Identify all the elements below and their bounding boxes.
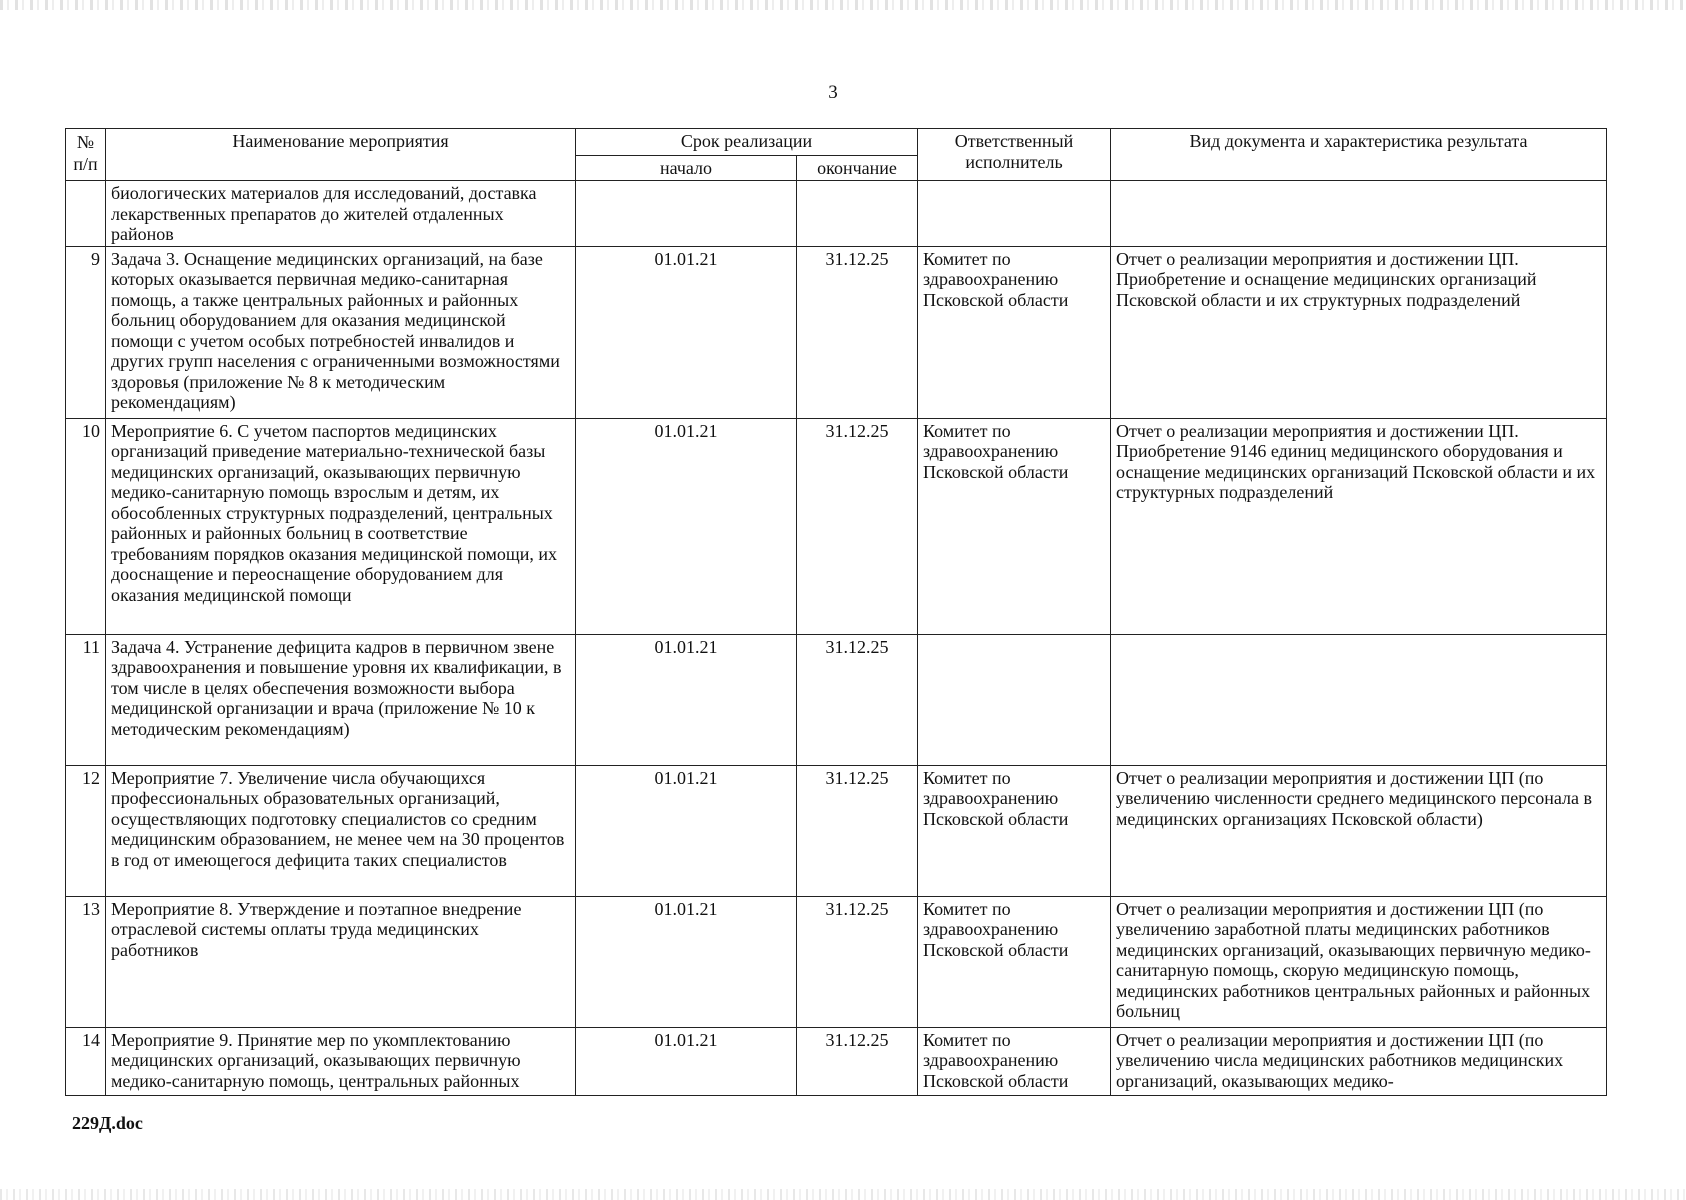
row-number xyxy=(66,181,106,247)
header-period: Срок реализации xyxy=(576,129,918,156)
row-activity-name: Мероприятие 6. С учетом паспортов медицинских организаций приведение материально-технической базы медицинских организаций, оказывающих первичную медико-санитарную помощь взрослым и детям, их обособленных структурных подразделений, центральных районных и районных больниц в соответствие требованиям порядков оказания медицинской помощи, их дооснащение и переоснащение оборудованием для оказания медицинской помощи xyxy=(106,418,576,634)
scan-edge-top xyxy=(0,0,1686,10)
row-end-date: 31.12.25 xyxy=(797,634,918,765)
row-activity-name: Задача 4. Устранение дефицита кадров в первичном звене здравоохранения и повышение уровня их квалификации, в том числе в целях обеспечения возможности выбора медицинской организации и врача (приложение № 10 к методическим рекомендациям) xyxy=(106,634,576,765)
row-activity-name: биологических материалов для исследований, доставка лекарственных препаратов до жителей отдаленных районов xyxy=(106,181,576,247)
row-start-date: 01.01.21 xyxy=(576,1027,797,1095)
header-executor: Ответственный исполнитель xyxy=(918,129,1111,181)
header-result: Вид документа и характеристика результата xyxy=(1111,129,1607,181)
row-executor: Комитет по здравоохранению Псковской области xyxy=(918,418,1111,634)
table-row xyxy=(66,418,1607,634)
row-number: 13 xyxy=(66,896,106,1027)
row-end-date: 31.12.25 xyxy=(797,246,918,418)
row-result: Отчет о реализации мероприятия и достижении ЦП. Приобретение 9146 единиц медицинского оборудования и оснащение медицинских организаций Псковской области и их структурных подразделений xyxy=(1111,418,1607,634)
row-number: 9 xyxy=(66,246,106,418)
row-activity-name: Задача 3. Оснащение медицинских организаций, на базе которых оказывается первичная медико-санитарная помощь, а также центральных районных и районных больниц оборудованием для оказания медицинской помощи с учетом особых потребностей инвалидов и других групп населения с ограниченными возможностями здоровья (приложение № 8 к методическим рекомендациям) xyxy=(106,246,576,418)
document-filename: 229Д.doc xyxy=(72,1113,143,1133)
row-number: 14 xyxy=(66,1027,106,1095)
row-end-date xyxy=(797,181,918,247)
table-row xyxy=(66,634,1607,765)
activities-table xyxy=(65,128,1607,1096)
scan-edge-bottom xyxy=(0,1189,1686,1200)
row-executor: Комитет по здравоохранению Псковской области xyxy=(918,1027,1111,1095)
row-end-date: 31.12.25 xyxy=(797,1027,918,1095)
row-number: 12 xyxy=(66,765,106,896)
header-name: Наименование мероприятия xyxy=(106,129,576,181)
row-start-date: 01.01.21 xyxy=(576,896,797,1027)
row-executor: Комитет по здравоохранению Псковской области xyxy=(918,896,1111,1027)
row-number: 10 xyxy=(66,418,106,634)
header-number: № п/п xyxy=(66,129,106,181)
row-start-date: 01.01.21 xyxy=(576,634,797,765)
row-executor: Комитет по здравоохранению Псковской области xyxy=(918,765,1111,896)
row-executor xyxy=(918,634,1111,765)
page-number: 3 xyxy=(828,82,838,103)
row-start-date: 01.01.21 xyxy=(576,246,797,418)
row-executor xyxy=(918,181,1111,247)
row-executor: Комитет по здравоохранению Псковской области xyxy=(918,246,1111,418)
table-row xyxy=(66,896,1607,1027)
row-result: Отчет о реализации мероприятия и достижении ЦП (по увеличению числа медицинских работников медицинских организаций, оказывающих медико- xyxy=(1111,1027,1607,1095)
row-start-date xyxy=(576,181,797,247)
row-end-date: 31.12.25 xyxy=(797,418,918,634)
row-activity-name: Мероприятие 7. Увеличение числа обучающихся профессиональных образовательных организаций, осуществляющих подготовку специалистов со средним медицинским образованием, не менее чем на 30 процентов в год от имеющегося дефицита таких специалистов xyxy=(106,765,576,896)
row-end-date: 31.12.25 xyxy=(797,896,918,1027)
row-activity-name: Мероприятие 9. Принятие мер по укомплектованию медицинских организаций, оказывающих первичную медико-санитарную помощь, центральных районных xyxy=(106,1027,576,1095)
header-start: начало xyxy=(576,156,797,181)
row-result xyxy=(1111,634,1607,765)
row-number: 11 xyxy=(66,634,106,765)
row-activity-name: Мероприятие 8. Утверждение и поэтапное внедрение отраслевой системы оплаты труда медицинских работников xyxy=(106,896,576,1027)
row-result xyxy=(1111,181,1607,247)
table-row xyxy=(66,181,1607,247)
row-result: Отчет о реализации мероприятия и достижении ЦП (по увеличению численности среднего медицинского персонала в медицинских организациях Псковской области) xyxy=(1111,765,1607,896)
table-row xyxy=(66,1027,1607,1095)
row-start-date: 01.01.21 xyxy=(576,418,797,634)
row-result: Отчет о реализации мероприятия и достижении ЦП. Приобретение и оснащение медицинских организаций Псковской области и их структурных подразделений xyxy=(1111,246,1607,418)
header-end: окончание xyxy=(797,156,918,181)
table-row xyxy=(66,246,1607,418)
row-start-date: 01.01.21 xyxy=(576,765,797,896)
table-row xyxy=(66,765,1607,896)
row-end-date: 31.12.25 xyxy=(797,765,918,896)
row-result: Отчет о реализации мероприятия и достижении ЦП (по увеличению заработной платы медицинских работников медицинских организаций, оказывающих первичную медико-санитарную помощь, скорую медицинскую помощь, медицинских работников центральных районных и районных больниц xyxy=(1111,896,1607,1027)
